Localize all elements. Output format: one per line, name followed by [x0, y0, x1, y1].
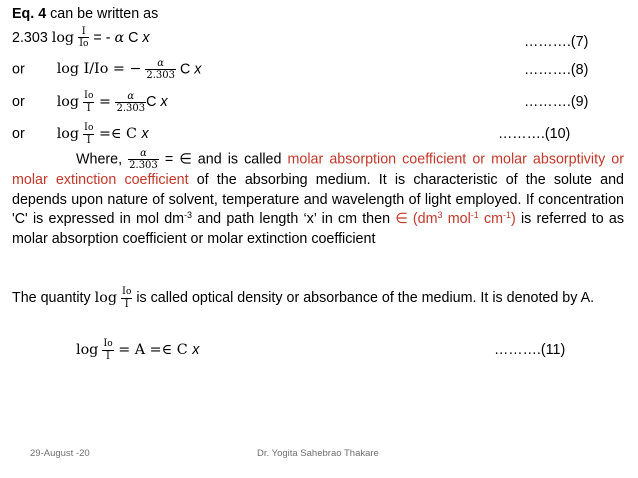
- eq10-log-fraction: $\frac{Io}{I}$: [84, 122, 94, 146]
- eq8-fraction: $\frac{\alpha}{2.303}$: [146, 58, 175, 81]
- frac-num: I: [81, 26, 86, 37]
- where-fraction: $\frac{\alpha}{2.303}$: [129, 148, 158, 171]
- equation-10: or log $\frac{Io}{I}$ =∈ C x: [12, 122, 149, 146]
- highlighted-term: molar absorption coefficient or molar absorptivity or molar extinction coefficient: [12, 151, 624, 188]
- intro-line: [12, 6, 158, 22]
- eq-ref: Eq. 4: [12, 6, 47, 22]
- eq9-alpha-fraction: $\frac{\alpha}{2.303}$: [116, 90, 146, 114]
- equation-9: or log $\frac{Io}{I}$ = $\frac{\alpha}{2.303}$ C x: [12, 90, 168, 114]
- eq8-expr: log I/Io = −: [56, 61, 142, 78]
- eq9-log-fraction: $\frac{Io}{I}$: [84, 90, 94, 114]
- eq11-number: ……….(11): [494, 342, 566, 358]
- eq7-mid: = -: [89, 29, 115, 46]
- or-label: or: [12, 61, 25, 78]
- footer-date: 29-August -20: [30, 448, 90, 459]
- eq7-number: ……….(7): [524, 34, 589, 50]
- eq11-fraction: $\frac{Io}{I}$: [103, 338, 113, 362]
- eq7-fraction: [78, 26, 89, 50]
- alpha-symbol: α: [114, 29, 125, 46]
- equation-8: or log I/Io = − $\frac{\alpha}{2.303}$ C x: [12, 58, 202, 81]
- log-text: log: [51, 29, 75, 46]
- frac-den: Io: [79, 38, 89, 49]
- eq10-number: ……….(10): [498, 126, 571, 142]
- eq7-coef: 2.303: [12, 29, 52, 46]
- equation-11: log $\frac{Io}{I}$ = A =∈ C x: [76, 338, 200, 362]
- footer-author: Dr. Yogita Sahebrao Thakare: [257, 448, 379, 459]
- eq7-c: C: [124, 29, 143, 46]
- quantity-fraction: $\frac{Io}{I}$: [121, 286, 132, 310]
- definition-paragraph: Where, $\frac{\alpha}{2.303}$ = ∈ and is called molar absorption coefficient or molar absorptivity or molar extinction coefficient of the absorbing medium. It is characteristic of the solute and depends upon nature of solvent, temperature and wavelength of light employed. If concentration 'C' is expressed in mol $dm^{-3}$ and path length ‘x’ in cm then ∈ ($dm^3$ mol$^{-1}$ $cm^{-1}$) is referred to as molar absorption coefficient or molar extinction coefficient: [12, 148, 624, 247]
- equation-7: [12, 26, 150, 50]
- eq8-c: C: [175, 61, 195, 78]
- intro-text: can be written as: [46, 6, 159, 22]
- eq7-x: x: [142, 29, 150, 46]
- quantity-paragraph: The quantity log $\frac{Io}{I}$ is called optical density or absorbance of the medium. It is denoted by A.: [12, 286, 595, 310]
- unit-highlight: ∈ ($dm^3$ mol$^{-1}$ $cm^{-1}$): [395, 210, 516, 228]
- eq9-number: ……….(9): [524, 94, 589, 110]
- eq8-number: ……….(8): [524, 62, 589, 78]
